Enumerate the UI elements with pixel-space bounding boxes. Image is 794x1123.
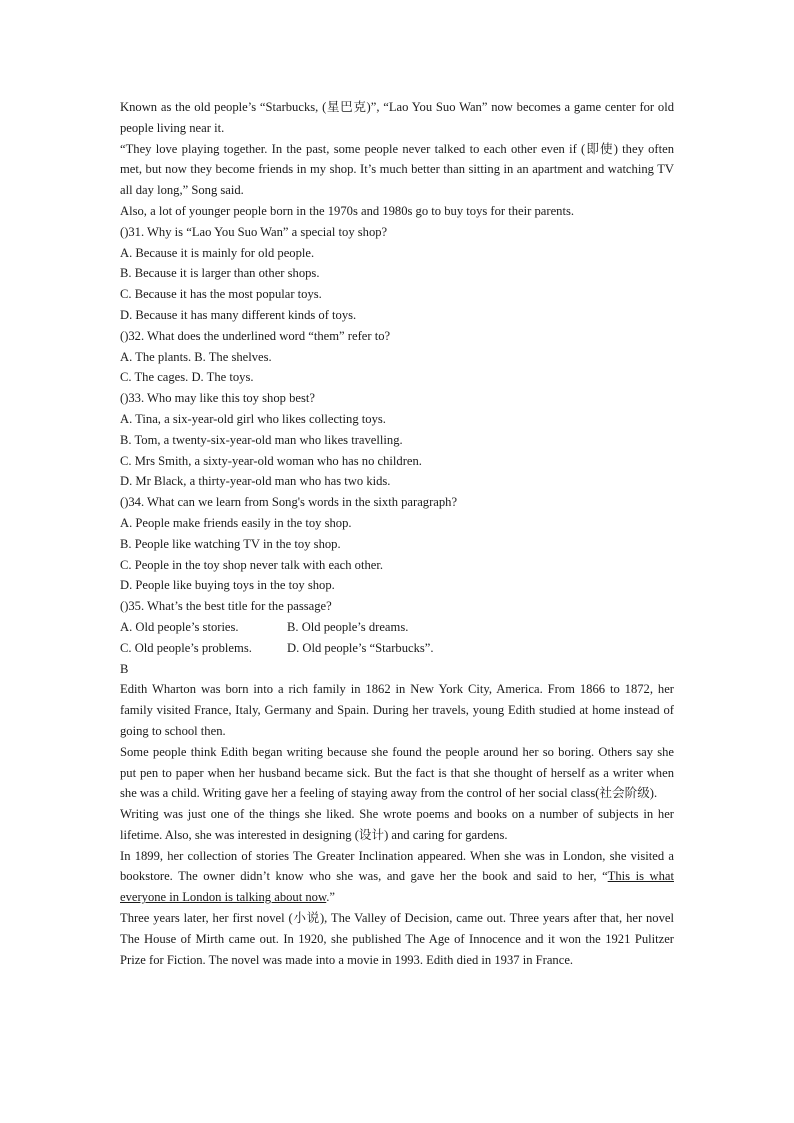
question-35-option-a: A. Old people’s stories. (120, 619, 239, 634)
question-31-stem: ()31. Why is “Lao You Suo Wan” a special toy shop? (120, 224, 388, 239)
question-35-stem: ()35. What’s the best title for the passage? (120, 599, 332, 614)
question-34-option-a: A. People make friends easily in the toy shop. (120, 515, 352, 530)
question-35-option-b: B. Old people’s dreams. (287, 619, 409, 634)
question-34-option-d: D. People like buying toys in the toy shop. (120, 578, 335, 593)
question-31-option-a: A. Because it is mainly for old people. (120, 245, 315, 260)
question-34-option-c: C. People in the toy shop never talk with each other. (120, 557, 384, 572)
section-b-paragraph-5: Three years later, her first novel (小说), The Valley of Decision, came out. Three years after that, her novel The House of Mirth came out. In 1920, she published The Age of Innocence and it won the 1921 Pulitzer Prize for Fiction. The novel was made into a movie in 1993. Edith died in 1937 in France. (120, 911, 674, 967)
question-32-stem: ()32. What does the underlined word “them” refer to? (120, 328, 391, 343)
question-35-options-row-2 (120, 638, 674, 659)
question-32-options-ab: A. The plants. B. The shelves. (120, 349, 272, 364)
question-34-stem: ()34. What can we learn from Song's words in the sixth paragraph? (120, 495, 458, 510)
question-35-option-c: C. Old people’s problems. (120, 640, 252, 655)
question-33-option-d: D. Mr Black, a thirty-year-old man who has two kids. (120, 474, 391, 489)
passage-a-paragraph-3: Also, a lot of younger people born in the 1970s and 1980s go to buy toys for their parents. (120, 203, 575, 218)
question-33-option-c: C. Mrs Smith, a sixty-year-old woman who has no children. (120, 453, 422, 468)
underlined-quote: This is what everyone in London is talking about now (120, 869, 674, 905)
question-34-option-b: B. People like watching TV in the toy shop. (120, 536, 341, 551)
question-31-option-c: C. Because it has the most popular toys. (120, 287, 322, 302)
question-33-option-b: B. Tom, a twenty-six-year-old man who likes travelling. (120, 432, 403, 447)
section-b-paragraph-3: Writing was just one of the things she liked. She wrote poems and books on a number of subjects in her lifetime. Also, she was interested in designing (设计) and caring for gardens. (120, 807, 674, 842)
passage-a-paragraph-2: “They love playing together. In the past, some people never talked to each other even if (即使) they often met, but now they become friends in my shop. It’s much better than sitting in an apartment and watching TV all day long,” Song said. (120, 141, 674, 198)
question-33-stem: ()33. Who may like this toy shop best? (120, 391, 315, 406)
question-35-option-d: D. Old people’s “Starbucks”. (287, 640, 434, 655)
section-b-label: B (120, 661, 129, 676)
question-31-option-d: D. Because it has many different kinds of toys. (120, 307, 357, 322)
question-32-options-cd: C. The cages. D. The toys. (120, 370, 254, 385)
question-35-options-row-1 (120, 617, 674, 638)
section-b-paragraph-2: Some people think Edith began writing because she found the people around her so boring. Others say she put pen to paper when her husband became sick. But the fact is that she thought of herself as a writer when she was a child. Writing gave her a feeling of staying away from the control of her social class(社会阶级). (120, 744, 674, 801)
section-b-paragraph-4-close-quote: .” (326, 890, 335, 905)
section-b-paragraph-4-text: In 1899, her collection of stories The Greater Inclination appeared. When she was in London, she visited a bookstore. The owner didn’t know who she was, and gave her the book and said to her, (120, 848, 674, 884)
section-b-paragraph-4-open-quote: “ (602, 869, 608, 884)
section-b-paragraph-4 (120, 846, 674, 908)
passage-a-paragraph-1: Known as the old people’s “Starbucks, (星巴克)”, “Lao You Suo Wan” now becomes a game center for old people living near it. (120, 100, 674, 135)
question-33-option-a: A. Tina, a six-year-old girl who likes collecting toys. (120, 411, 386, 426)
document-page (120, 97, 674, 970)
section-b-paragraph-1: Edith Wharton was born into a rich family in 1862 in New York City, America. From 1866 to 1872, her family visited France, Italy, Germany and Spain. During her travels, young Edith studied at home instead of going to school then. (120, 682, 674, 738)
question-31-option-b: B. Because it is larger than other shops. (120, 266, 320, 281)
